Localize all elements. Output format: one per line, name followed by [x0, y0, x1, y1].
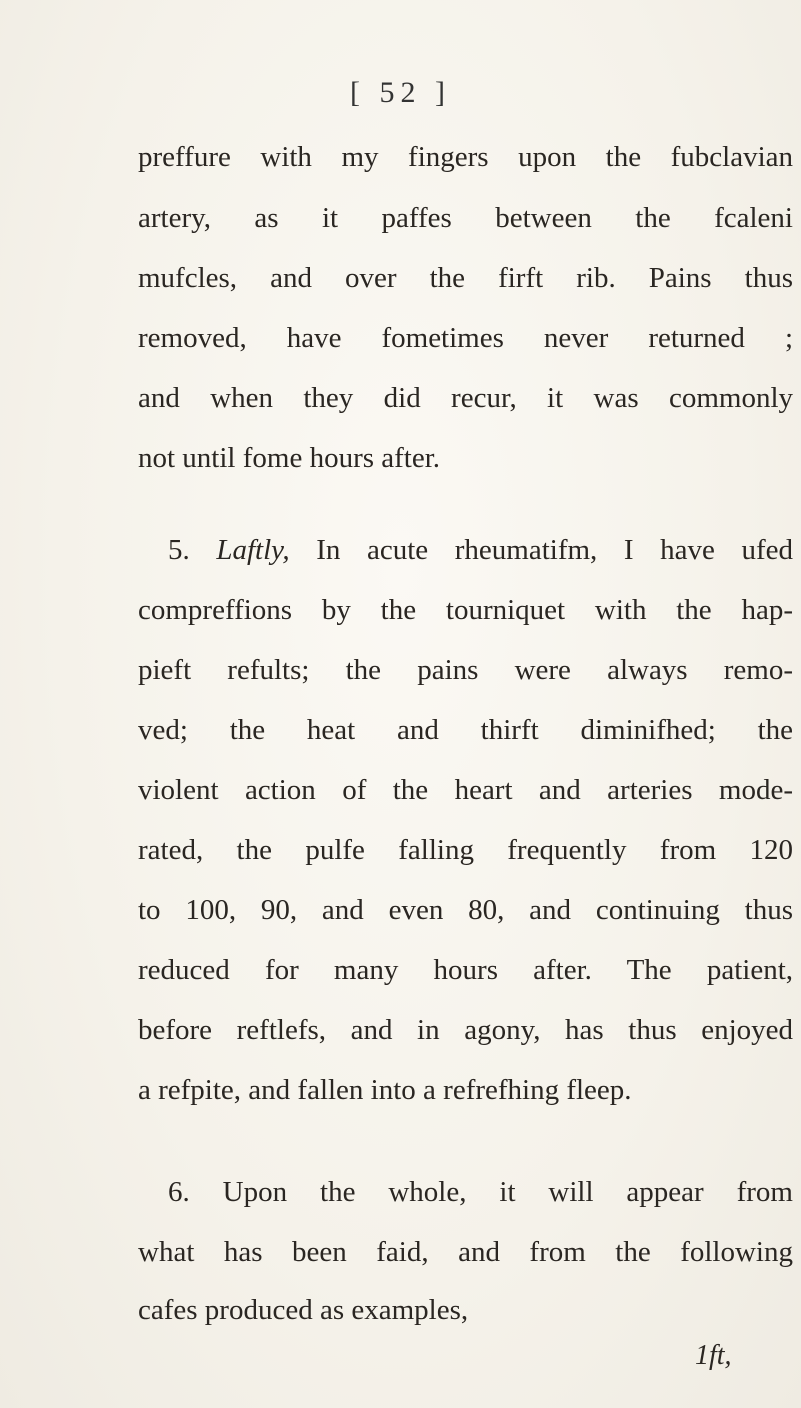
- first-line-rest: In acute rheumatifm, I have ufed: [316, 534, 794, 566]
- paragraph-number: 5.: [168, 534, 190, 566]
- text-line: pieft refults; the pains were always remo-: [138, 654, 793, 686]
- text-line: removed, have fometimes never returned ;: [138, 322, 793, 354]
- text-line: violent action of the heart and arteries mode-: [138, 774, 793, 806]
- catchword: 1ft,: [695, 1340, 732, 1371]
- paragraph-2-first-line: [168, 530, 793, 570]
- text-line: a refpite, and fallen into a refrefhing fleep.: [138, 1074, 632, 1106]
- text-line: compreffions by the tourniquet with the hap-: [138, 594, 793, 626]
- text-line: mufcles, and over the firft rib. Pains thus: [138, 262, 793, 294]
- text-line: preffure with my fingers upon the fubclavian: [138, 141, 793, 173]
- text-line: what has been faid, and from the following: [138, 1236, 793, 1268]
- text-line: not until fome hours after.: [138, 442, 441, 474]
- text-line: and when they did recur, it was commonly: [138, 382, 793, 414]
- text-line: artery, as it paffes between the fcaleni: [138, 202, 793, 234]
- text-line: cafes produced as examples,: [138, 1294, 469, 1326]
- page-header: [ 52 ]: [350, 76, 451, 109]
- text-line: before reftlefs, and in agony, has thus enjoyed: [138, 1014, 793, 1046]
- text-line: to 100, 90, and even 80, and continuing thus: [138, 894, 793, 926]
- text-line: reduced for many hours after. The patient,: [138, 954, 793, 986]
- text-line: 6. Upon the whole, it will appear from: [168, 1176, 793, 1208]
- text-line: ved; the heat and thirft diminifhed; the: [138, 714, 793, 746]
- text-line: rated, the pulfe falling frequently from 120: [138, 834, 793, 866]
- lead-word: Laftly,: [216, 534, 290, 566]
